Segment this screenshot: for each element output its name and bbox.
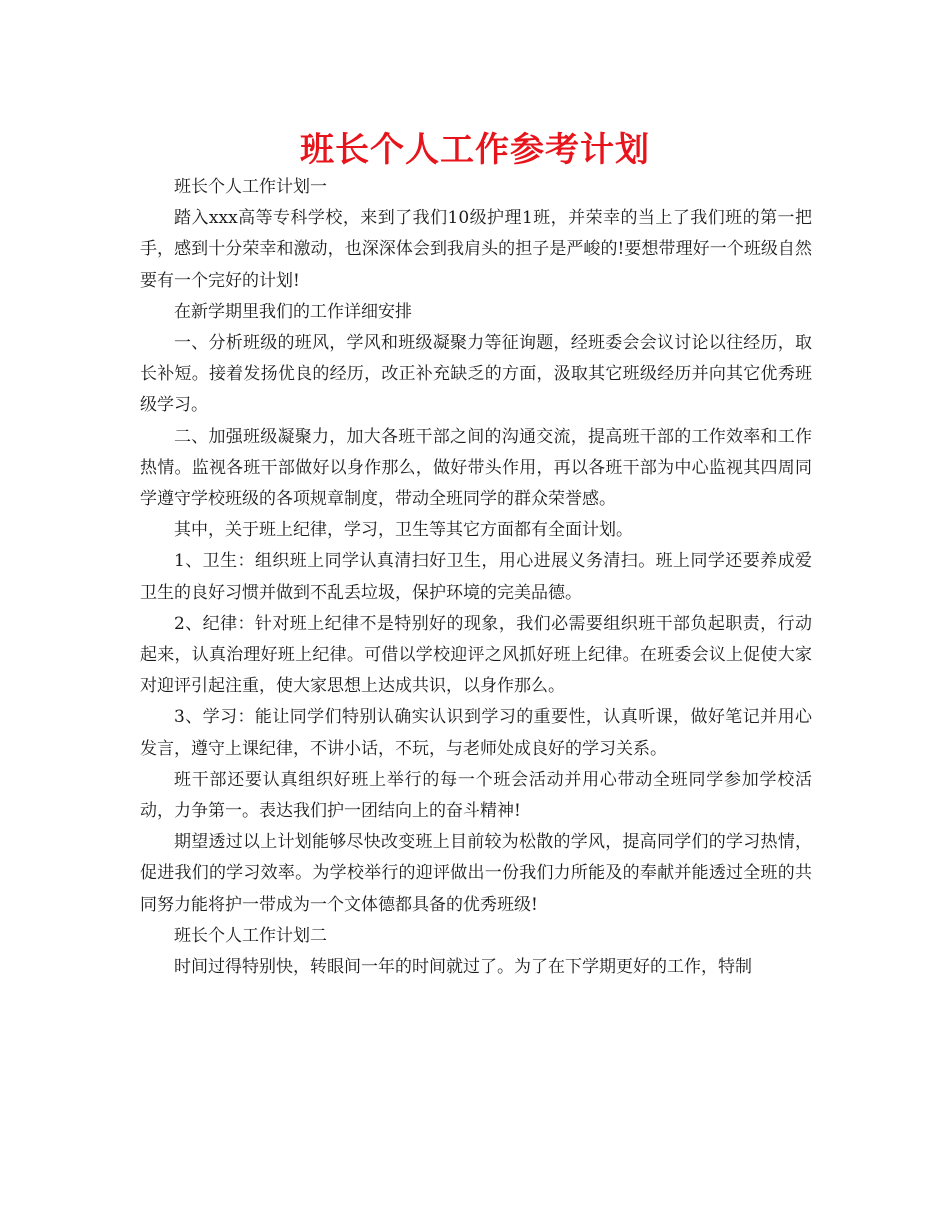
paragraph-discipline: 2、纪律：针对班上纪律不是特别好的现象，我们必需要组织班干部负起职责，行动起来，认真治理好班上纪律。可借以学校迎评之风抓好班上纪律。在班委会议上促使大家对迎评引起注重，使大家思想上达成共识，以身作那么。 (140, 613, 812, 697)
paragraph-semester-plan: 在新学期里我们的工作详细安排 (174, 301, 412, 322)
paragraph-hygiene: 1、卫生：组织班上同学认真清扫好卫生，用心进展义务清扫。班上同学还要养成爱卫生的良好习惯并做到不乱丢垃圾，保护环境的完美品德。 (140, 551, 812, 603)
heading-plan-two: 班长个人工作计划二 (174, 925, 327, 946)
paragraph-expectation: 期望透过以上计划能够尽快改变班上目前较为松散的学风，提高同学们的学习热情，促进我们的学习效率。为学校举行的迎评做出一份我们力所能及的奉献并能透过全班的共同努力能将护一带成为一个文体德都具备的优秀班级! (140, 832, 812, 915)
paragraph-item-two: 二、加强班级凝聚力，加大各班干部之间的沟通交流，提高班干部的工作效率和工作热情。监视各班干部做好以身作那么，做好带头作用，再以各班干部为中心监视其四周同学遵守学校班级的各项规章制度，带动全班同学的群众荣誉感。 (140, 426, 812, 510)
paragraph-intro: 踏入xxx高等专科学校，来到了我们10级护理1班，并荣幸的当上了我们班的第一把手，感到十分荣幸和激动，也深深体会到我肩头的担子是严峻的!要想带理好一个班级自然要有一个完好的计划! (140, 208, 812, 291)
paragraph-class-activities: 班干部还要认真组织好班上举行的每一个班会活动并用心带动全班同学参加学校活动，力争第一。表达我们护一团结向上的奋斗精神! (140, 769, 812, 822)
heading-plan-one: 班长个人工作计划一 (174, 177, 327, 197)
document-body (140, 172, 812, 983)
document-title: 班长个人工作参考计划 (300, 130, 650, 170)
paragraph-item-one: 一、分析班级的班风，学风和班级凝聚力等征询题，经班委会会议讨论以往经历，取长补短。接着发扬优良的经历，改正补充缺乏的方面，汲取其它班级经历并向其它优秀班级学习。 (140, 333, 812, 416)
paragraph-plan-two-intro: 时间过得特别快，转眼间一年的时间就过了。为了在下学期更好的工作，特制 (174, 957, 752, 978)
paragraph-study: 3、学习：能让同学们特别认确实认识到学习的重要性，认真听课，做好笔记并用心发言，遵守上课纪律，不讲小话，不玩，与老师处成良好的学习关系。 (140, 707, 812, 759)
paragraph-other-aspects: 其中，关于班上纪律，学习，卫生等其它方面都有全面计划。 (174, 520, 633, 541)
